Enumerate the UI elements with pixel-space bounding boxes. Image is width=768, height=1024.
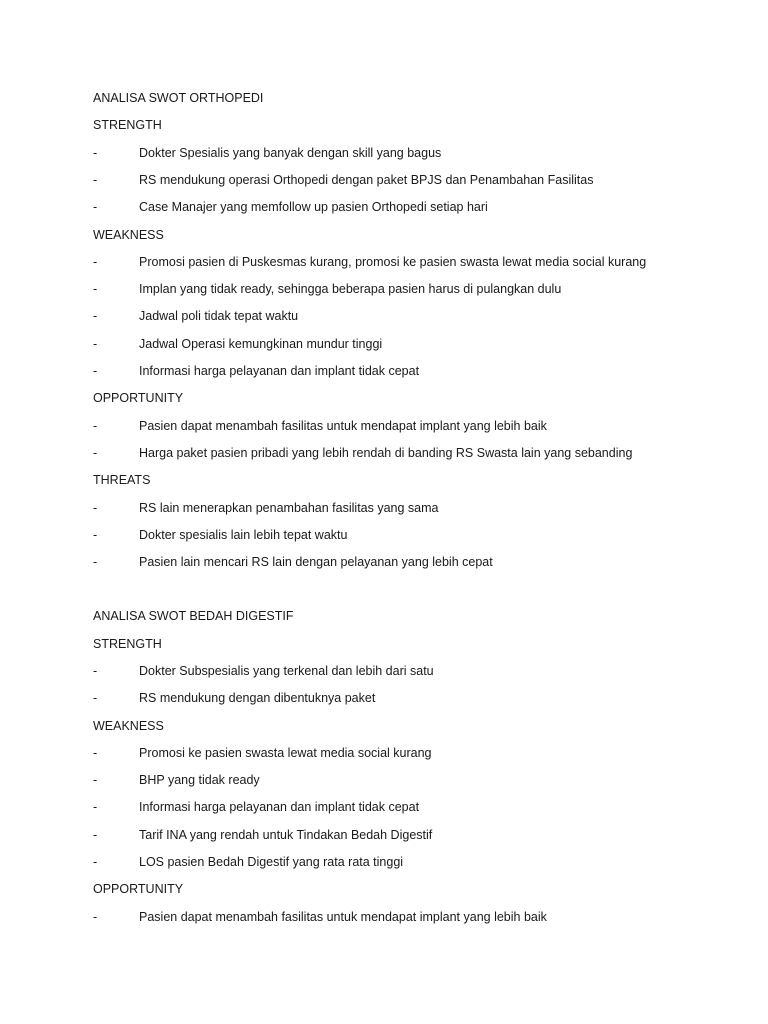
swot-heading — [93, 226, 164, 244]
list-item-text: Pasien dapat menambah fasilitas untuk mendapat implant yang lebih baik — [139, 910, 547, 924]
bullet-dash: - — [93, 282, 98, 296]
bullet-dash: - — [93, 855, 98, 869]
list-item-text: Pasien lain mencari RS lain dengan pelayanan yang lebih cepat — [139, 555, 493, 569]
list-item-text: Jadwal poli tidak tepat waktu — [139, 309, 299, 323]
section-title — [93, 607, 294, 625]
section-title-text: ANALISA SWOT ORTHOPEDI — [93, 91, 264, 105]
swot-heading-text: STRENGTH — [93, 118, 162, 132]
bullet-dash: - — [93, 746, 98, 760]
swot-heading — [93, 717, 164, 735]
swot-heading — [93, 389, 183, 407]
swot-heading — [93, 880, 183, 898]
bullet-dash: - — [93, 528, 98, 542]
bullet-dash: - — [93, 555, 98, 569]
list-item-text: Tarif INA yang rendah untuk Tindakan Bedah Digestif — [139, 828, 433, 842]
list-item-text: Jadwal Operasi kemungkinan mundur tinggi — [139, 337, 383, 351]
swot-heading — [93, 116, 162, 134]
bullet-dash: - — [93, 446, 98, 460]
swot-heading-text: WEAKNESS — [93, 228, 164, 242]
bullet-dash: - — [93, 773, 98, 787]
section-title — [93, 89, 263, 107]
bullet-dash: - — [93, 501, 98, 515]
bullet-dash: - — [93, 200, 98, 214]
bullet-dash: - — [93, 800, 98, 814]
list-item-text: Dokter Subspesialis yang terkenal dan lebih dari satu — [139, 664, 434, 678]
swot-heading-text: STRENGTH — [93, 637, 162, 651]
list-item-text: Dokter Spesialis yang banyak dengan skill yang bagus — [139, 146, 442, 160]
bullet-dash: - — [93, 337, 98, 351]
bullet-dash: - — [93, 173, 98, 187]
list-item-text: RS mendukung operasi Orthopedi dengan paket BPJS dan Penambahan Fasilitas — [139, 173, 594, 187]
section-title-text: ANALISA SWOT BEDAH DIGESTIF — [93, 609, 294, 623]
swot-heading-text: OPPORTUNITY — [93, 882, 184, 896]
list-item-text: Informasi harga pelayanan dan implant tidak cepat — [139, 800, 420, 814]
bullet-dash: - — [93, 146, 98, 160]
list-item-text: Case Manajer yang memfollow up pasien Orthopedi setiap hari — [139, 200, 488, 214]
bullet-dash: - — [93, 691, 98, 705]
swot-heading-text: THREATS — [93, 473, 151, 487]
bullet-dash: - — [93, 664, 98, 678]
swot-heading — [93, 635, 162, 653]
bullet-dash: - — [93, 828, 98, 842]
bullet-dash: - — [93, 309, 98, 323]
swot-heading — [93, 471, 150, 489]
list-item-text: Informasi harga pelayanan dan implant tidak cepat — [139, 364, 420, 378]
bullet-dash: - — [93, 364, 98, 378]
list-item-text: LOS pasien Bedah Digestif yang rata rata tinggi — [139, 855, 404, 869]
list-item-text: Implan yang tidak ready, sehingga beberapa pasien harus di pulangkan dulu — [139, 282, 562, 296]
list-item-text: Pasien dapat menambah fasilitas untuk mendapat implant yang lebih baik — [139, 419, 547, 433]
list-item-text: Promosi pasien di Puskesmas kurang, promosi ke pasien swasta lewat media social kurang — [139, 255, 647, 269]
swot-heading-text: WEAKNESS — [93, 719, 164, 733]
list-item-text: RS mendukung dengan dibentuknya paket — [139, 691, 376, 705]
swot-heading-text: OPPORTUNITY — [93, 391, 184, 405]
list-item-text: Promosi ke pasien swasta lewat media social kurang — [139, 746, 432, 760]
list-item-text: BHP yang tidak ready — [139, 773, 260, 787]
list-item-text: Dokter spesialis lain lebih tepat waktu — [139, 528, 348, 542]
bullet-dash: - — [93, 910, 98, 924]
list-item-text: Harga paket pasien pribadi yang lebih rendah di banding RS Swasta lain yang sebanding — [139, 446, 633, 460]
bullet-dash: - — [93, 419, 98, 433]
bullet-dash: - — [93, 255, 98, 269]
list-item-text: RS lain menerapkan penambahan fasilitas yang sama — [139, 501, 439, 515]
